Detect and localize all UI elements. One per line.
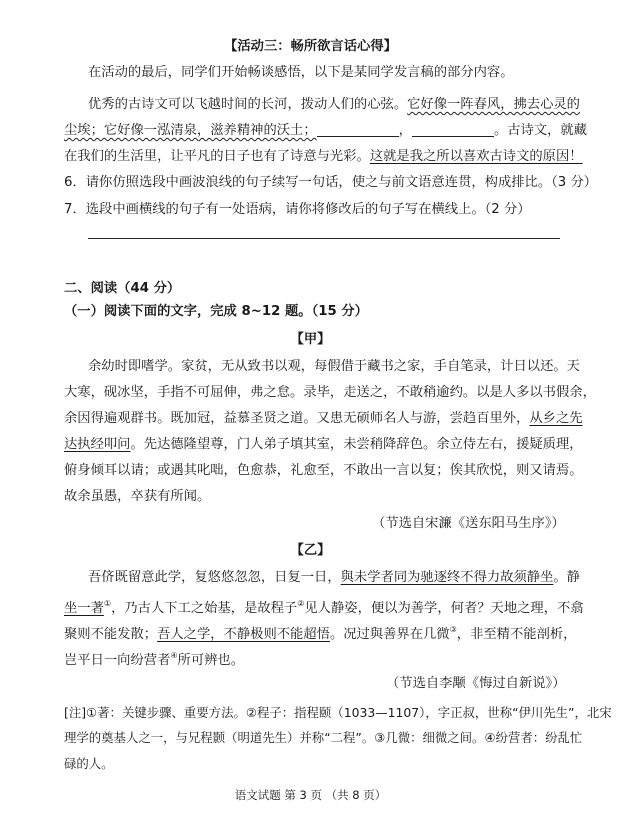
passage-yi-line-3 (64, 621, 576, 644)
wavy-sentence-part1: 它好像一阵春风，拂去心灵的 (407, 97, 580, 112)
passage-yi-line-2-b: ，乃古人下工之始基，是故程子 (111, 601, 298, 616)
passage-yi-line-3-d: ，非至精不能剖析， (456, 627, 577, 642)
passage-yi-line-1 (88, 569, 580, 587)
speech-line-3 (64, 148, 583, 166)
speech-line-3-plain: 在我们的生活里，让平凡的日子也有了诗意与光彩。 (64, 149, 370, 164)
passage-jia-label: 【甲】 (290, 332, 331, 347)
passage-yi-line-2-c: 见人静姿，便以为善学，何者？天地之理，不翕 (304, 601, 584, 616)
comma: ， (398, 123, 412, 138)
notes-line-3: 碌的人。 (64, 756, 114, 771)
activity-title: 【活动三：畅所欲言话心得】 (224, 39, 397, 54)
speech-line-1-plain: 优秀的古诗文可以飞越时间的长河，拨动人们的心弦。 (88, 97, 408, 112)
passage-yi-line-3-a: 聚则不能发散； (64, 627, 158, 642)
note-marker-1: ① (103, 599, 112, 608)
fill-blank-2[interactable] (412, 122, 494, 137)
passage-jia-line-3 (64, 410, 583, 428)
passage-jia-line-2: 大寒，砚冰坚，手指不可屈伸，弗之怠。录毕，走送之，不敢稍逾约。以是人多以书假余， (64, 385, 596, 400)
passage-yi-line-1-a: 吾侪既留意此学，复悠悠忽忽，日复一日， (88, 570, 341, 585)
wavy-sentence-part2: 尘埃；它好像一泓清泉，滋养精神的沃土； (64, 123, 317, 138)
section-sub-heading: （一）阅读下面的文字，完成 8~12 题。（15 分） (64, 304, 368, 319)
notes-line-2: 理学的奠基人之一，与兄程颢（明道先生）并称“二程”。③几微：细微之间。④纷营者：纷乱忙 (64, 730, 583, 745)
yi-underlined-sentence-1: 與未学者同为驰逐终不得力故须静坐 (340, 570, 554, 585)
passage-jia-source: （节选自宋濂《送东阳马生序》） (372, 516, 565, 531)
section-heading: 二、阅读（44 分） (64, 281, 181, 296)
yi-underlined-sentence-1-end: 坐一著 (64, 601, 104, 616)
note-marker-2: ② (297, 599, 305, 608)
passage-jia-line-3-plain: 余因得遍观群书。既加冠，益慕圣贤之道。又患无硕师名人与游，尝趋百里外， (64, 411, 530, 426)
answer-line[interactable] (88, 238, 560, 239)
passage-yi-source: （节选自李颙《悔过自新说》） (386, 676, 566, 691)
notes-line-1: [注]①著：关键步骤、重要方法。②程子：指程颐（1033—1107），字正叔，世称“伊川先生”，北宋 (64, 705, 612, 720)
activity-intro: 在活动的最后，同学们开始畅谈感悟，以下是某同学发言稿的部分内容。 (88, 65, 514, 80)
passage-jia-line-6: 故余虽愚，卒获有所闻。 (64, 489, 211, 504)
question-6: 6．请你仿照选段中画波浪线的句子续写一句话，使之与前文语意连贯，构成排比。（3 分） (64, 175, 598, 190)
yi-underlined-sentence-2: 吾人之学，不静极则不能超悟 (157, 627, 330, 642)
question-7: 7．选段中画横线的句子有一处语病，请你将修改后的句子写在横线上。（2 分） (64, 202, 531, 217)
speech-line-1 (88, 96, 580, 114)
passage-yi-line-4 (64, 647, 244, 670)
passage-yi-line-4-b: 所可辨也。 (177, 653, 245, 668)
note-marker-3: ③ (449, 625, 457, 634)
passage-jia-line-1: 余幼时即嗜学。家贫，无从致书以观，每假借于藏书之家，手自笔录，计日以还。天 (88, 359, 580, 374)
speech-line-2-tail: 。古诗文，就藏 (493, 123, 588, 138)
passage-yi-line-2 (64, 595, 584, 618)
passage-yi-line-1-c: 。静 (553, 570, 580, 585)
jia-underlined-part1: 从乡之先 (529, 411, 583, 426)
passage-jia-line-4 (64, 436, 583, 454)
underlined-sentence: 这就是我之所以喜欢古诗文的原因！ (369, 149, 583, 164)
note-marker-4: ④ (170, 651, 178, 660)
jia-underlined-part2: 达执经叩问 (64, 437, 131, 452)
speech-line-2 (64, 122, 587, 140)
page-footer: 语文试题 第 3 页 （共 8 页） (234, 788, 387, 802)
passage-jia-line-5: 俯身倾耳以请；或遇其叱咄，色愈恭，礼愈至，不敢出一言以复；俟其欣悦，则又请焉。 (64, 463, 583, 478)
passage-yi-line-4-a: 岂平日一向纷营者 (64, 653, 171, 668)
passage-jia-line-4-rest: 。先达德隆望尊，门人弟子填其室，未尝稍降辞色。余立侍左右，援疑质理， (130, 437, 583, 452)
fill-blank-1[interactable] (317, 122, 399, 137)
passage-yi-line-3-c: 。况过與善界在几微 (329, 627, 450, 642)
passage-yi-label: 【乙】 (290, 543, 331, 558)
